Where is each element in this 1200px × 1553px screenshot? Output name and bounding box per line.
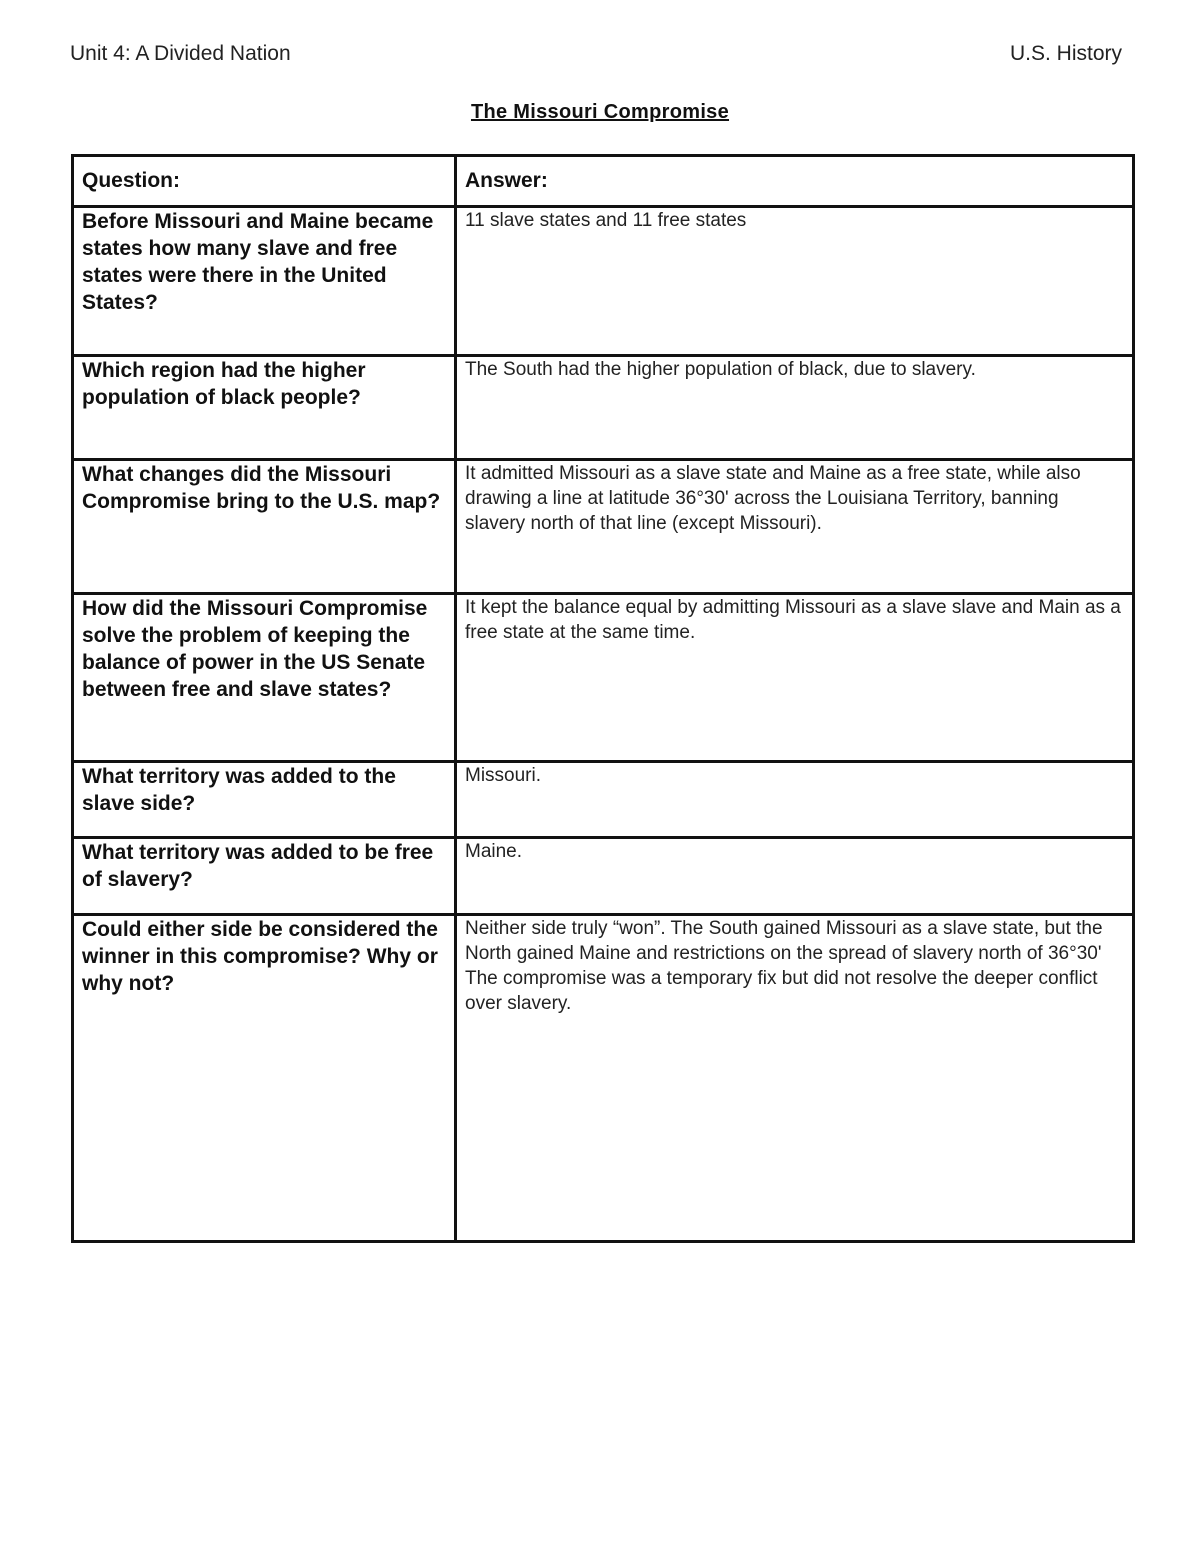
- question-cell: How did the Missouri Compromise solve the problem of keeping the balance of power in the US Senate between free and slave states?: [73, 594, 456, 762]
- question-cell: Could either side be considered the winner in this compromise? Why or why not?: [73, 915, 456, 1242]
- answer-cell[interactable]: The South had the higher population of black, due to slavery.: [456, 356, 1134, 460]
- worksheet-table: [71, 154, 1135, 1243]
- question-column-header: Question:: [73, 156, 456, 207]
- unit-label: Unit 4: A Divided Nation: [70, 42, 291, 65]
- question-cell: What territory was added to be free of slavery?: [73, 838, 456, 915]
- table-row: [73, 356, 1134, 460]
- course-label: U.S. History: [1009, 42, 1122, 65]
- table-header-row: [73, 156, 1134, 207]
- page-title: The Missouri Compromise: [470, 101, 730, 123]
- answer-column-header: Answer:: [456, 156, 1134, 207]
- table-row: [73, 915, 1134, 1242]
- question-cell: What changes did the Missouri Compromise bring to the U.S. map?: [73, 460, 456, 594]
- table-row: [73, 207, 1134, 356]
- table-row: [73, 838, 1134, 915]
- answer-cell[interactable]: It kept the balance equal by admitting Missouri as a slave slave and Main as a free state at the same time.: [456, 594, 1134, 762]
- page-header: [70, 42, 1122, 66]
- question-cell: What territory was added to the slave side?: [73, 762, 456, 838]
- answer-cell[interactable]: Missouri.: [456, 762, 1134, 838]
- table-row: [73, 594, 1134, 762]
- answer-cell[interactable]: 11 slave states and 11 free states: [456, 207, 1134, 356]
- answer-cell[interactable]: Neither side truly “won”. The South gained Missouri as a slave state, but the North gained Maine and restrictions on the spread of slavery north of 36°30' The compromise was a temporary fix but did not resolve the deeper conflict over slavery.: [456, 915, 1134, 1242]
- question-cell: Before Missouri and Maine became states how many slave and free states were there in the United States?: [73, 207, 456, 356]
- table-row: [73, 762, 1134, 838]
- answer-cell[interactable]: Maine.: [456, 838, 1134, 915]
- answer-cell[interactable]: It admitted Missouri as a slave state and Maine as a free state, while also drawing a line at latitude 36°30' across the Louisiana Territory, banning slavery north of that line (except Missouri).: [456, 460, 1134, 594]
- table-row: [73, 460, 1134, 594]
- question-cell: Which region had the higher population of black people?: [73, 356, 456, 460]
